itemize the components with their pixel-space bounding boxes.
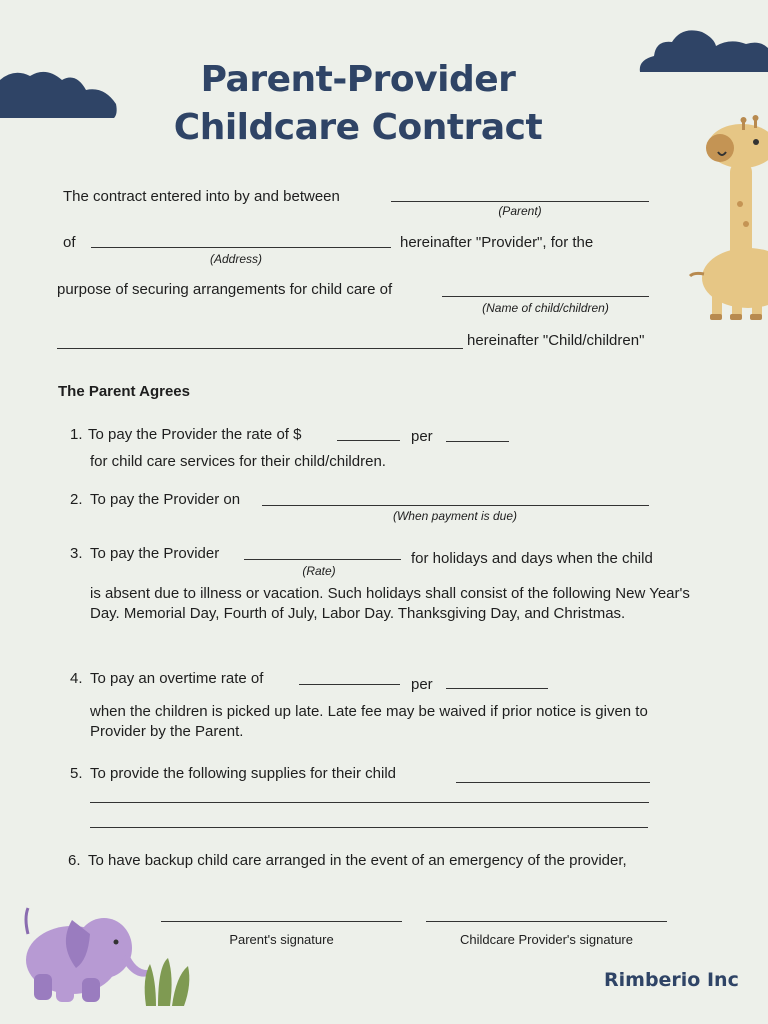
section-heading: The Parent Agrees: [58, 383, 190, 400]
item-2-number: 2.: [70, 491, 83, 508]
item-6-text: To have backup child care arranged in the event of an emergency of the provider,: [88, 852, 627, 869]
parent-caption: (Parent): [498, 204, 542, 218]
intro-text: The contract entered into by and between: [63, 188, 340, 205]
item-3-number: 3.: [70, 545, 83, 562]
item-1-number: 1.: [70, 426, 83, 443]
payment-caption: (When payment is due): [392, 509, 518, 523]
supplies-field-3[interactable]: [90, 827, 648, 828]
rate-field[interactable]: [337, 440, 400, 441]
overtime-period-field[interactable]: [446, 688, 548, 689]
item-5-text: To provide the following supplies for their child: [90, 765, 396, 782]
holiday-rate-field[interactable]: [244, 559, 401, 560]
item-4-continuation: when the children is picked up late. Late fee may be waived if prior notice is given to Provider by the Parent.: [90, 703, 648, 740]
title-line-2: Childcare Contract: [173, 107, 543, 148]
item-2-text: To pay the Provider on: [90, 491, 241, 508]
elephant-icon: [18, 904, 158, 1008]
item-6-number: 6.: [68, 852, 81, 869]
item-1-per: per: [411, 428, 433, 445]
title-line-1: Parent-Provider: [200, 59, 516, 100]
parent-signature-field[interactable]: [161, 921, 402, 922]
child-name-field[interactable]: [442, 296, 649, 297]
provider-signature-label: Childcare Provider's signature: [459, 932, 633, 947]
overtime-rate-field[interactable]: [299, 684, 400, 685]
item-3-continuation: is absent due to illness or vacation. Such holidays shall consist of the following New Year's Day. Memorial Day, Fourth of July, Labor Day. Thanksgiving Day, and Christmas.: [90, 585, 690, 622]
page-title: [0, 56, 768, 152]
item-4-number: 4.: [70, 670, 83, 687]
supplies-field-2[interactable]: [90, 802, 649, 803]
provider-signature-field[interactable]: [426, 921, 667, 922]
rate-period-field[interactable]: [446, 441, 509, 442]
item-4-text: To pay an overtime rate of: [90, 670, 264, 687]
of-text: of: [63, 234, 76, 251]
provider-text: hereinafter "Provider", for the: [400, 234, 594, 251]
item-3-text: To pay the Provider: [90, 545, 220, 562]
plant-icon: [140, 956, 196, 1008]
payment-date-field[interactable]: [262, 505, 649, 506]
item-1-text: To pay the Provider the rate of $: [88, 426, 302, 443]
parent-signature-label: Parent's signature: [229, 932, 334, 947]
supplies-field-1[interactable]: [456, 782, 650, 783]
child-name-field-2[interactable]: [57, 348, 463, 349]
item-4-per: per: [411, 676, 433, 693]
child-caption: (Name of child/children): [482, 301, 609, 315]
item-3-after: for holidays and days when the child: [411, 550, 653, 567]
address-caption: (Address): [209, 252, 262, 266]
company-name: Rimberio Inc: [604, 969, 739, 991]
parent-name-field[interactable]: [391, 201, 649, 202]
address-field[interactable]: [91, 247, 391, 248]
purpose-text: purpose of securing arrangements for child care of: [57, 281, 393, 298]
rate-caption: (Rate): [302, 564, 336, 578]
item-5-number: 5.: [70, 765, 83, 782]
child-text: hereinafter "Child/children": [467, 332, 645, 349]
item-1-continuation: for child care services for their child/children.: [90, 453, 386, 470]
